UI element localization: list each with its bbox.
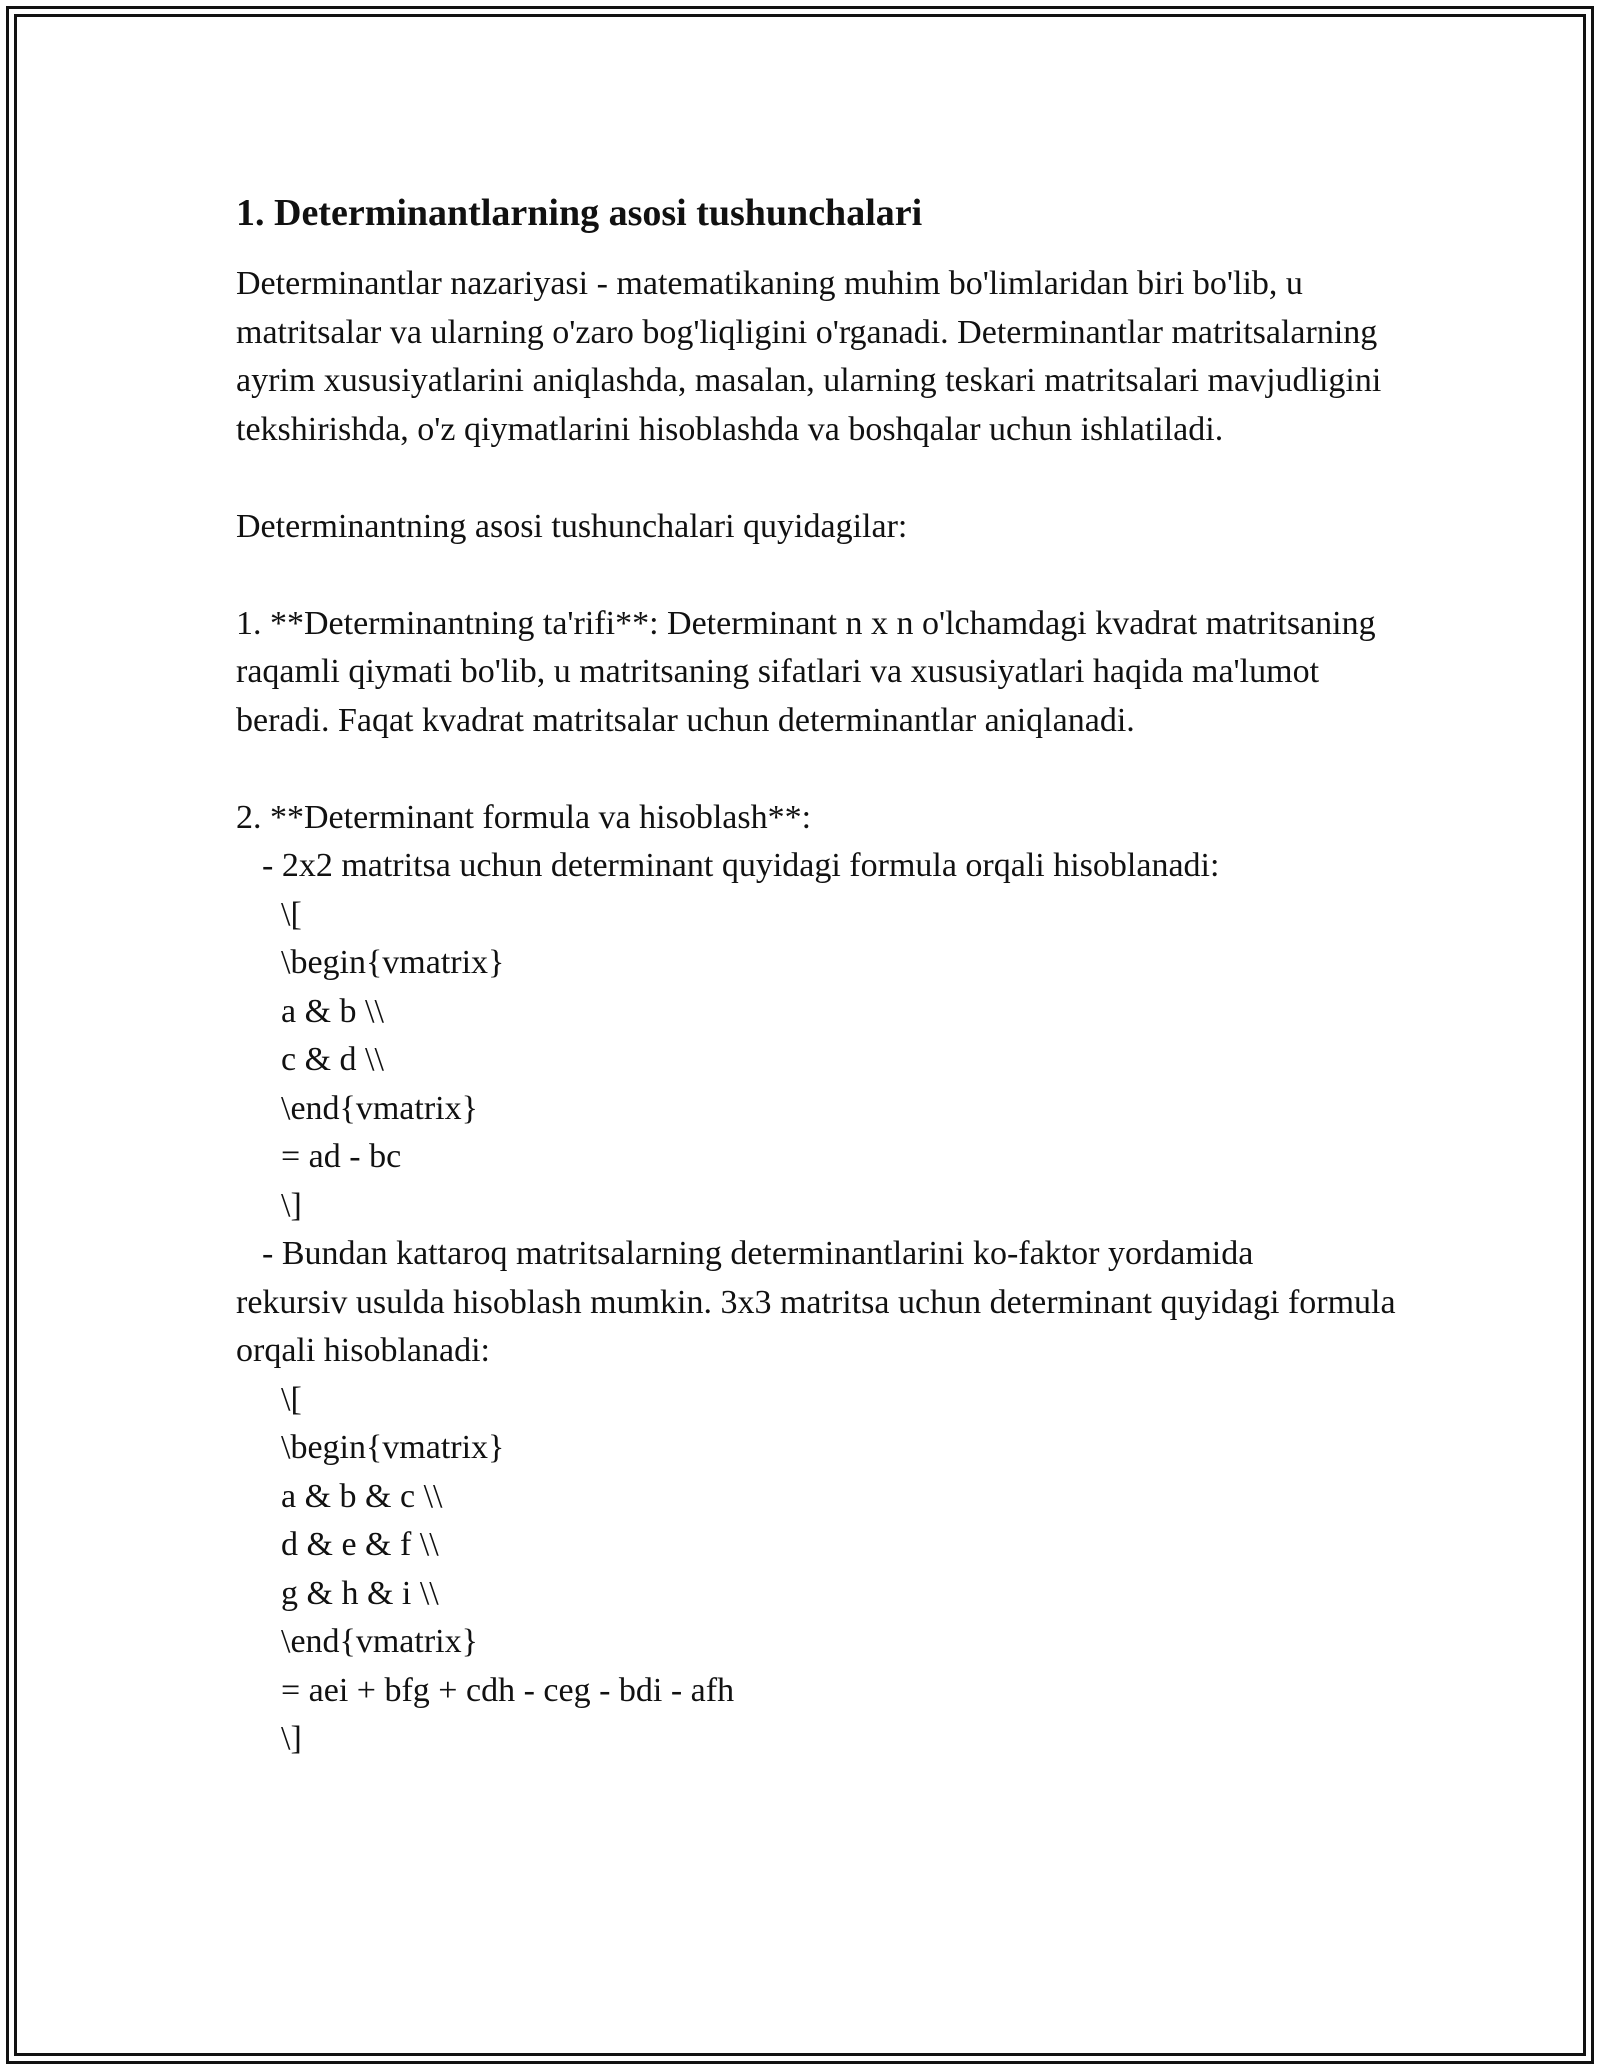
formula-2x2	[236, 891, 1396, 1231]
formula-line: \]	[281, 1186, 302, 1224]
document-content	[236, 188, 1396, 1764]
intro-paragraph: Determinantlar nazariyasi - matematikaning muhim bo'limlaridan biri bo'lib, u matritsalar va ularning o'zaro bog'liqligini o'rganadi. Determinantlar matritsalarning ayrim xususiyatlarini aniqlashda, masalan, ularning teskari matritsalari mavjudligini tekshirishda, o'z qiymatlarini hisoblashda va boshqalar uchun ishlatiladi.	[236, 265, 1382, 448]
list-item-formula-title: 2. **Determinant formula va hisoblash**:	[236, 798, 812, 836]
formula-line: \end{vmatrix}	[281, 1089, 478, 1127]
formula-line: = aei + bfg + cdh - ceg - bdi - afh	[281, 1671, 735, 1709]
paragraph-gap	[236, 551, 1396, 600]
formula-line: g & h & i \\	[281, 1574, 439, 1612]
formula-line: a & b & c \\	[281, 1477, 443, 1515]
formula-line: \begin{vmatrix}	[281, 944, 505, 981]
formula-line: c & d \\	[281, 1041, 384, 1078]
concepts-intro: Determinantning asosi tushunchalari quyidagilar:	[236, 507, 908, 545]
section-heading: 1. Determinantlarning asosi tushunchalari	[236, 192, 923, 234]
formula-line: \[	[281, 1380, 302, 1418]
formula-line: a & b \\	[281, 992, 384, 1030]
list-item-definition: 1. **Determinantning ta'rifi**: Determinant n x n o'lchamdagi kvadrat matritsaning raqamli qiymati bo'lib, u matritsaning sifatlari va xususiyatlari haqida ma'lumot beradi. Faqat kvadrat matritsalar uchun determinantlar aniqlanadi.	[236, 604, 1376, 739]
formula-line: \end{vmatrix}	[281, 1623, 478, 1660]
formula-line: \[	[281, 895, 302, 933]
bullet-larger-matrices-continued: rekursiv usulda hisoblash mumkin. 3x3 matritsa uchun determinant quyidagi formula orqali hisoblanadi:	[236, 1283, 1396, 1369]
formula-line: \]	[281, 1720, 302, 1757]
formula-line: \begin{vmatrix}	[281, 1429, 505, 1466]
paragraph-gap	[236, 745, 1396, 794]
formula-line: = ad - bc	[281, 1138, 402, 1175]
formula-line: d & e & f \\	[281, 1526, 439, 1563]
bullet-2x2: - 2x2 matritsa uchun determinant quyidagi formula orqali hisoblanadi:	[262, 847, 1220, 884]
formula-3x3	[236, 1376, 1396, 1764]
bullet-larger-matrices: - Bundan kattaroq matritsalarning determinantlarini ko-faktor yordamida	[262, 1235, 1254, 1272]
paragraph-gap	[236, 454, 1396, 503]
